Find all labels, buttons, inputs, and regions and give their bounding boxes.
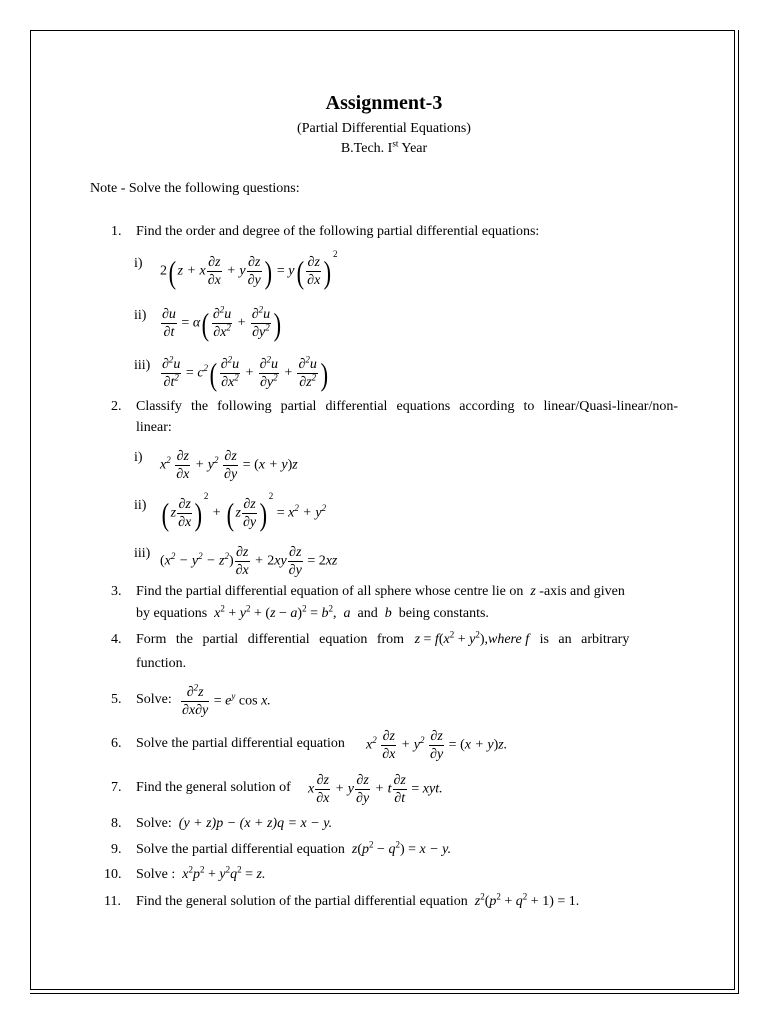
equation: $(x^2 - y^2 - z^2)$ $\frac{\partial z}{\partial x}$ + 2xy $\frac{\partial z}{\partial y}$ = 2xz [160, 545, 338, 578]
equation: 2( z + x $\frac{\partial z}{\partial x}$ + y $\frac{\partial z}{\partial y}$ ) = y( $\frac{\partial z}{\partial x}$ ) 2 [160, 249, 338, 290]
assignment-title: Assignment-3 [325, 92, 443, 114]
assignment-subtitle: (Partial Differential Equations) [297, 121, 471, 136]
equation: $\frac{\partial u}{\partial t}$ = α( $\frac{\partial^2u}{\partial x^2}$ + $\frac{\partial^2u}{\partial y^2}$ ) [162, 304, 282, 342]
course-line: B.Tech. Ist Year [340, 138, 428, 156]
equation: $x^2$ $\frac{\partial z}{\partial x}$ + $y^2$ $\frac{\partial z}{\partial y}$ = (x + y)z [160, 449, 298, 482]
equation: x $\frac{\partial z}{\partial x}$ + y $\frac{\partial z}{\partial y}$ + t $\frac{\partial z}{\partial t}$ = xyt. [308, 773, 443, 806]
equation: ( z $\frac{\partial z}{\partial x}$ ) 2 + ( z $\frac{\partial z}{\partial y}$ ) $2 = x^2 + y^2$ [161, 491, 327, 532]
equation: $\frac{\partial^2z}{\partial x\partial y}$ = $e^y$ cos x. [182, 682, 271, 718]
note-line: Note - Solve the following questions: [90, 181, 300, 196]
equation: $x^2$ $\frac{\partial z}{\partial x}$ + $y^2$ $\frac{\partial z}{\partial y}$ = (x + y)z. [366, 729, 508, 762]
equation: $\frac{\partial^2u}{\partial t^2}$ = $c^2$( $\frac{\partial^2u}{\partial x^2}$ + $\frac{\partial^2u}{\partial y^2}$ + $\frac{\partial^2u}{\partial z^2}$ ) [162, 354, 328, 392]
